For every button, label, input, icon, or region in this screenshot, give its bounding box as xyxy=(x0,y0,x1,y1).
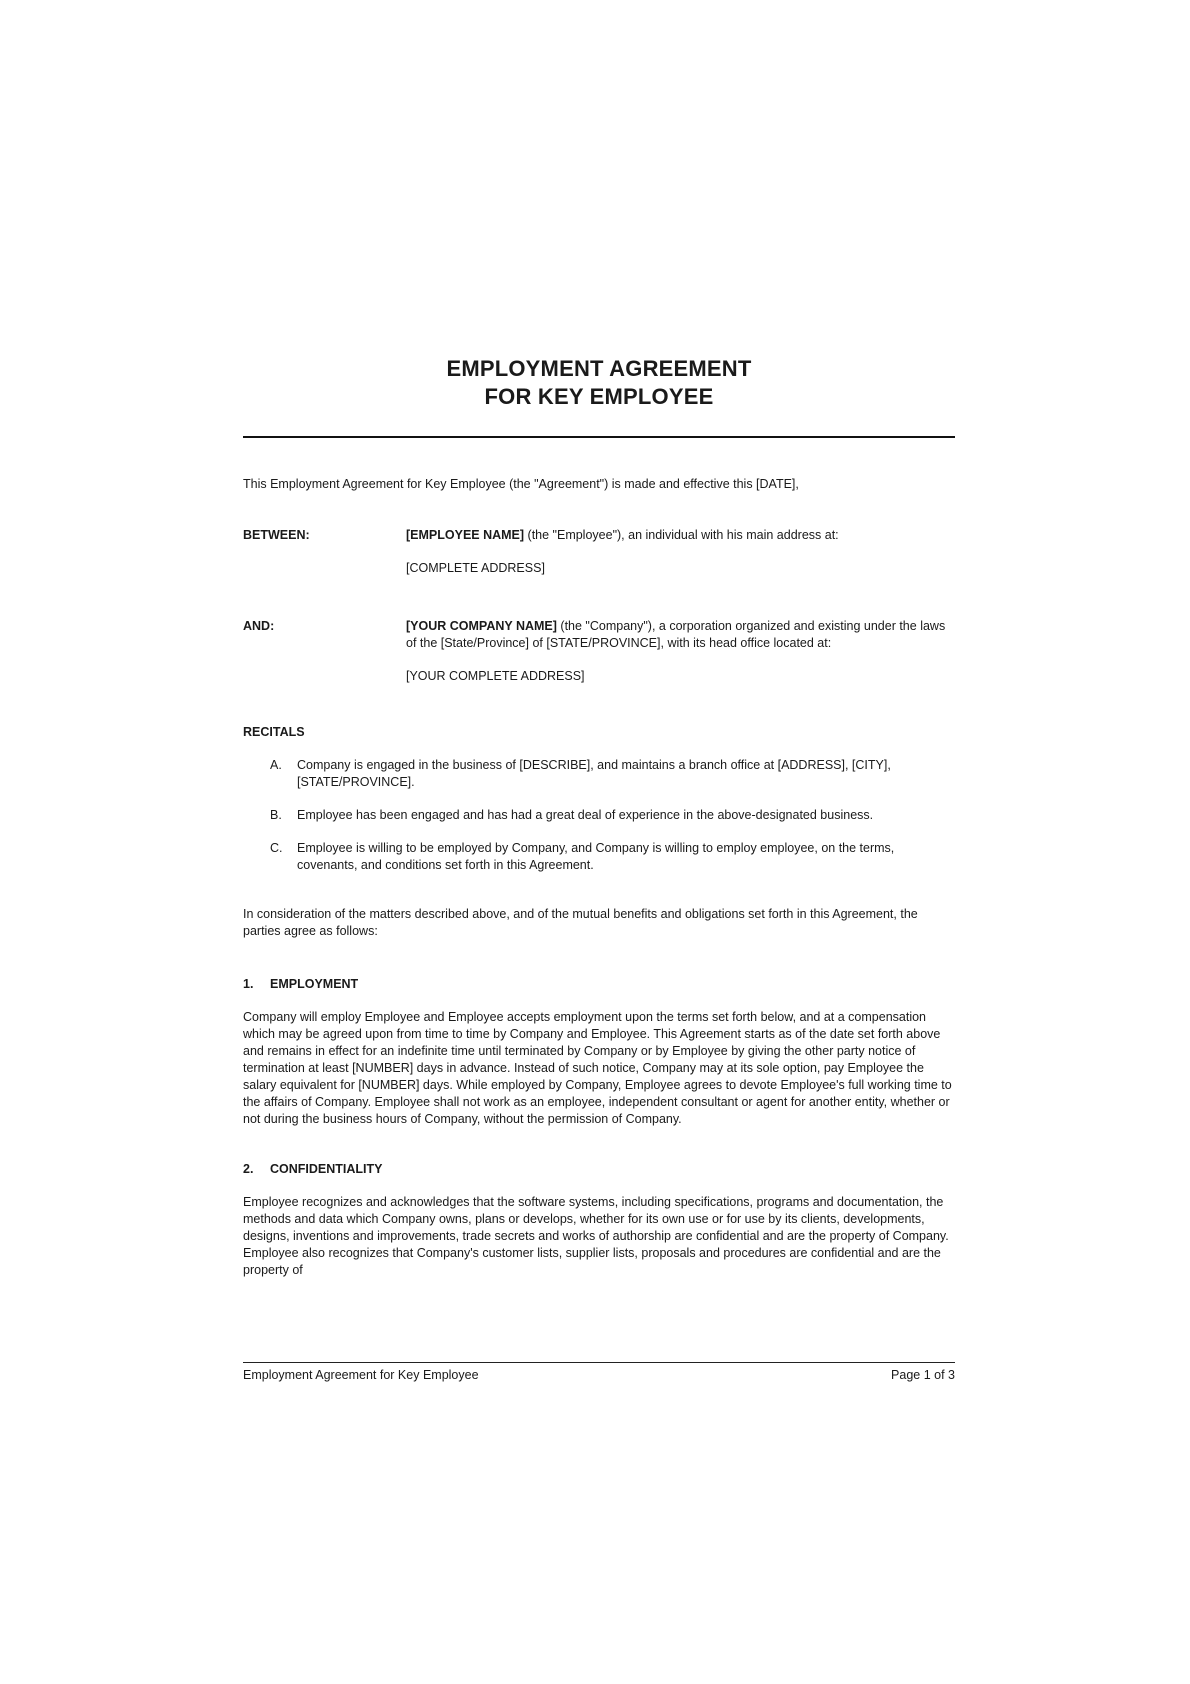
recital-letter: C. xyxy=(270,841,283,855)
page-footer xyxy=(243,1362,955,1384)
recitals-heading: RECITALS xyxy=(243,725,305,739)
between-body xyxy=(406,527,955,577)
recital-text: Employee has been engaged and has had a great deal of experience in the above-designated business. xyxy=(297,808,874,822)
and-label: AND: xyxy=(243,619,275,633)
recital-letter: A. xyxy=(270,758,282,772)
recital-item xyxy=(243,757,955,791)
footer-page-number: Page 1 of 3 xyxy=(891,1368,955,1382)
section-body-confidentiality: Employee recognizes and acknowledges that the software systems, including specifications, programs and documentation, the methods and data which Company owns, plans or develops, whether for its own use or for use by its clients, developments, designs, inventions and improvements, trade secrets and works of authorship are confidential and are the property of Company. Employee also recognizes that Company's customer lists, supplier lists, proposals and procedures are confidential and are the property of xyxy=(243,1195,949,1277)
recitals-list xyxy=(243,757,955,874)
employee-description: (the "Employee"), an individual with his main address at: xyxy=(524,528,839,542)
document-content xyxy=(243,355,955,1279)
section-body-employment: Company will employ Employee and Employee accepts employment upon the terms set forth below, and at a compensation which may be agreed upon from time to time by Company and Employee. This Agreement starts as of the date set forth above and remains in effect for an indefinite time until terminated by Company or by Employee by giving the other party notice of termination at least [NUMBER] days in advance. Instead of such notice, Company may at its sole option, pay Employee the salary equivalent for [NUMBER] days. While employed by Company, Employee agrees to devote Employee's full working time to the affairs of Company. Employee shall not work as an employee, independent consultant or agent for another entity, whether or not during the business hours of Company, without the permission of Company. xyxy=(243,1010,952,1126)
recital-item xyxy=(243,840,955,874)
section-number: 2. xyxy=(243,1162,254,1176)
recital-text: Company is engaged in the business of [DESCRIBE], and maintains a branch office at [ADDRESS], [CITY], [STATE/PROVINCE]. xyxy=(297,758,891,789)
recital-letter: B. xyxy=(270,808,282,822)
between-description xyxy=(406,527,955,544)
section-title: CONFIDENTIALITY xyxy=(270,1162,383,1176)
party-and xyxy=(243,618,955,685)
between-label: BETWEEN: xyxy=(243,528,310,542)
document-title xyxy=(243,355,955,411)
company-description: (the "Company"), a corporation organized and existing under the laws of the [State/Province] of [STATE/PROVINCE], with its head office located at: xyxy=(406,619,946,650)
and-description xyxy=(406,618,955,652)
employee-name-placeholder: [EMPLOYEE NAME] xyxy=(406,528,525,542)
section-title: EMPLOYMENT xyxy=(270,977,359,991)
footer-document-title: Employment Agreement for Key Employee xyxy=(243,1368,479,1382)
title-line-1: EMPLOYMENT AGREEMENT xyxy=(446,356,752,381)
consideration-paragraph: In consideration of the matters described above, and of the mutual benefits and obligations set forth in this Agreement, the parties agree as follows: xyxy=(243,907,918,938)
intro-paragraph: This Employment Agreement for Key Employee (the "Agreement") is made and effective this [DATE], xyxy=(243,477,799,491)
recital-text: Employee is willing to be employed by Company, and Company is willing to employ employee, on the terms, covenants, and conditions set forth in this Agreement. xyxy=(297,841,895,872)
title-line-2: FOR KEY EMPLOYEE xyxy=(484,384,714,409)
recital-item xyxy=(243,807,955,824)
title-divider xyxy=(243,436,955,438)
and-body xyxy=(406,618,955,685)
company-name-placeholder: [YOUR COMPANY NAME] xyxy=(406,619,557,633)
employee-address-placeholder: [COMPLETE ADDRESS] xyxy=(406,561,545,575)
section-heading-confidentiality xyxy=(243,1161,955,1178)
section-number: 1. xyxy=(243,977,254,991)
party-between xyxy=(243,527,955,577)
section-heading-employment xyxy=(243,976,955,993)
company-address-placeholder: [YOUR COMPLETE ADDRESS] xyxy=(406,669,585,683)
